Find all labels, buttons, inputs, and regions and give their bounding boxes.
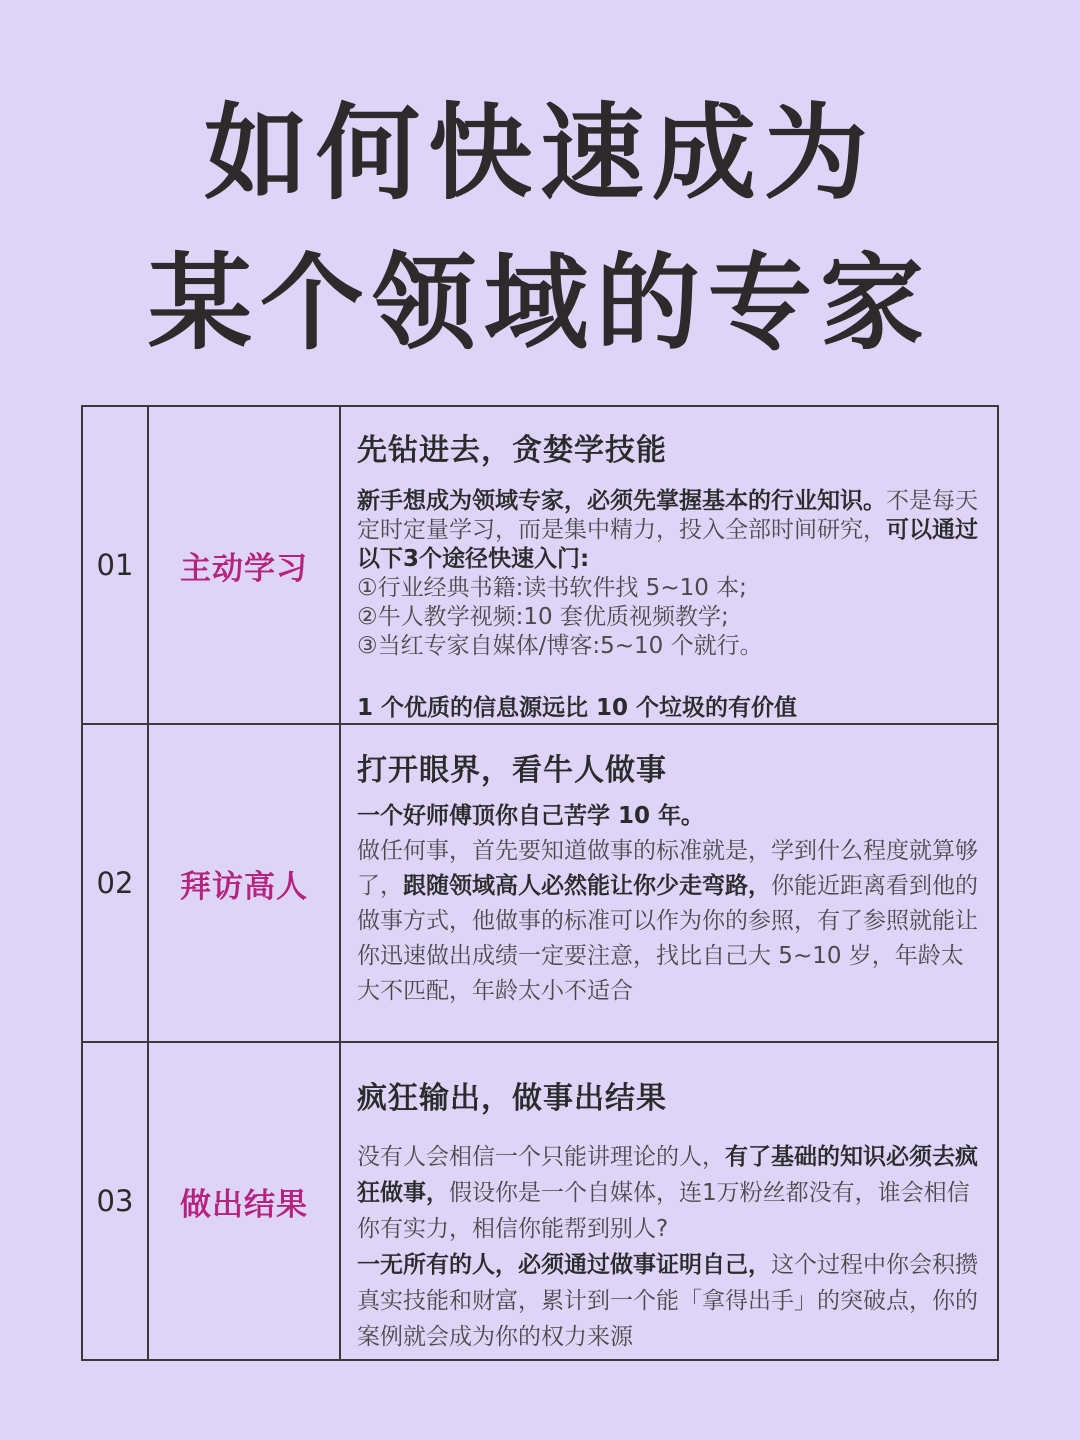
body-text: 没有人会相信一个只能讲理论的人， (357, 1144, 725, 1170)
list-item: ①行业经典书籍:读书软件找 5~10 本; (357, 575, 747, 601)
title-line-2: 某个领域的专家 (147, 242, 932, 364)
page-title (0, 78, 1080, 378)
row-heading: 疯狂输出，做事出结果 (357, 1081, 667, 1116)
row-heading: 打开眼界，看牛人做事 (357, 753, 667, 788)
bold-text: 新手想成为领域专家，必须先掌握基本的行业知识。 (357, 488, 886, 514)
row-paragraph (357, 1139, 985, 1355)
row-tag: 主动学习 (148, 406, 340, 724)
body-text: 你能近距离看到他的做事方式，他做事的标准可以作为你的参照，有了参照就能让你迅速做出成绩一定要注意，找比自己大 5~10 岁，年龄太大不匹配，年龄太小不适合 (357, 873, 978, 1004)
bold-text: 跟随领域高人必然能让你少走弯路， (403, 873, 771, 899)
content-table (81, 405, 999, 1361)
row-heading: 先钻进去，贪婪学技能 (357, 433, 667, 468)
row-tag: 拜访高人 (148, 724, 340, 1042)
row-paragraph (357, 487, 985, 574)
body-text: 不是每天定时定量学习，而是集中精力，投入全部时间研究， (357, 488, 978, 543)
row-body (340, 724, 998, 1042)
body-text: 做任何事，首先要知道做事的标准就是，学到什么程度就算够了， (357, 838, 978, 899)
table-row (82, 406, 998, 724)
bold-text: 一无所有的人，必须通过做事证明自己， (357, 1252, 771, 1278)
row-number: 02 (82, 724, 148, 1042)
row-body (340, 1042, 998, 1360)
title-line-1: 如何快速成为 (203, 92, 876, 214)
bold-text: 有了基础的知识必须去疯狂做事， (357, 1144, 978, 1206)
row-tag: 做出结果 (148, 1042, 340, 1360)
bold-text: 一个好师傅顶你自己苦学 10 年。 (357, 803, 705, 829)
bold-text: 可以通过以下3个途径快速入门: (357, 517, 978, 572)
body-text: 这个过程中你会积攒真实技能和财富，累计到一个能「拿得出手」的突破点，你的案例就会成为你的权力来源 (357, 1252, 978, 1350)
row-number: 03 (82, 1042, 148, 1360)
row-number: 01 (82, 406, 148, 724)
row-body (340, 406, 998, 724)
list-item: ③当红专家自媒体/博客:5~10 个就行。 (357, 633, 763, 659)
row-footer: 1 个优质的信息源远比 10 个垃圾的有价值 (357, 695, 798, 721)
table-row (82, 1042, 998, 1360)
list-item: ②牛人教学视频:10 套优质视频教学; (357, 604, 729, 630)
body-text: 假设你是一个自媒体，连1万粉丝都没有，谁会相信你有实力，相信你能帮到别人? (357, 1180, 970, 1242)
row-paragraph (357, 799, 985, 1009)
table-row (82, 724, 998, 1042)
